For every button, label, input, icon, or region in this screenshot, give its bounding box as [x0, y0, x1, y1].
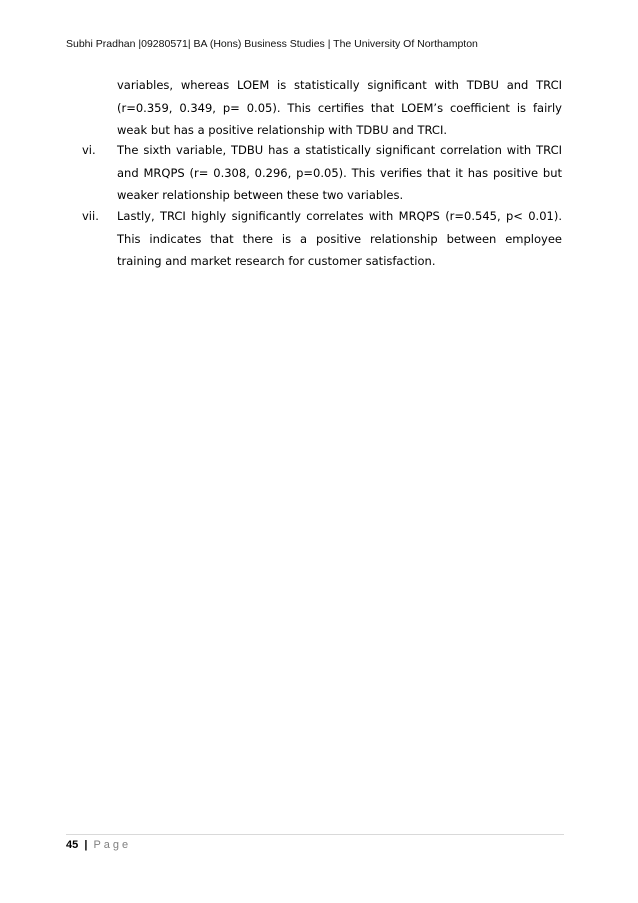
page-number: 45	[66, 839, 79, 851]
page-label: Page	[93, 839, 132, 851]
footer-separator: |	[84, 839, 88, 851]
page-footer	[66, 839, 131, 851]
list-item-vi	[82, 139, 562, 207]
list-item-number: vi.	[82, 143, 96, 157]
list-item-text: The sixth variable, TDBU has a statistically significant correlation with TRCI and MRQPS (r= 0.308, 0.296, p=0.05). This verifies that it has positive but weaker relationship between these two variables.	[117, 143, 562, 202]
list-item-vii	[82, 205, 562, 273]
list-item-number: vii.	[82, 209, 99, 223]
footer-divider	[66, 834, 564, 835]
page-header: Subhi Pradhan |09280571| BA (Hons) Business Studies | The University Of Northampton	[66, 38, 478, 50]
list-item-text: Lastly, TRCI highly significantly correlates with MRQPS (r=0.545, p< 0.01). This indicates that there is a positive relationship between employee training and market research for customer satisfaction.	[117, 209, 562, 268]
list-item-continuation	[82, 74, 562, 142]
list-item-text: variables, whereas LOEM is statistically significant with TDBU and TRCI (r=0.359, 0.349, p= 0.05). This certifies that LOEM’s coefficient is fairly weak but has a positive relationship with TDBU and TRCI.	[117, 78, 562, 137]
